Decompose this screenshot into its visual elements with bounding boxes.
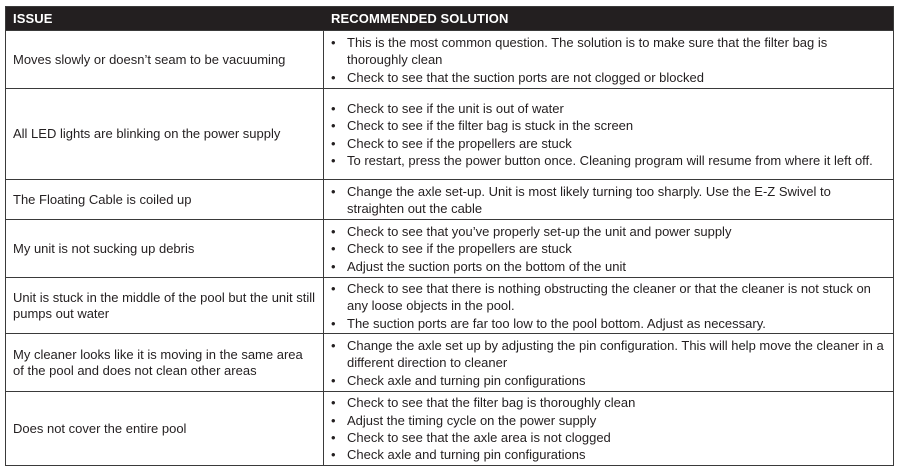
issue-cell: Moves slowly or doesn’t seam to be vacuuming bbox=[6, 31, 324, 88]
table-row bbox=[6, 277, 893, 333]
solution-list bbox=[331, 337, 885, 389]
solution-item: • Check to see if the propellers are stuck bbox=[331, 135, 885, 152]
solution-list bbox=[331, 394, 885, 463]
solution-item: • Adjust the suction ports on the bottom of the unit bbox=[331, 258, 885, 275]
solution-item: • Check axle and turning pin configurations bbox=[331, 446, 885, 463]
solution-list bbox=[331, 280, 885, 332]
table-header bbox=[6, 7, 893, 30]
table-row bbox=[6, 333, 893, 391]
issue-cell: My unit is not sucking up debris bbox=[6, 220, 324, 277]
solution-item: • Check to see if the filter bag is stuck in the screen bbox=[331, 117, 885, 134]
solution-item: • The suction ports are far too low to the pool bottom. Adjust as necessary. bbox=[331, 315, 885, 332]
solution-item: • Adjust the timing cycle on the power supply bbox=[331, 412, 885, 429]
solution-item: • Check to see that the filter bag is thoroughly clean bbox=[331, 394, 885, 411]
column-header-issue: ISSUE bbox=[13, 11, 53, 26]
issue-cell: My cleaner looks like it is moving in the same area of the pool and does not clean other areas bbox=[6, 334, 324, 391]
solution-item: • Check to see that you’ve properly set-up the unit and power supply bbox=[331, 223, 885, 240]
solution-list bbox=[331, 100, 885, 169]
solution-cell bbox=[324, 392, 893, 465]
solution-item: • Change the axle set up by adjusting the pin configuration. This will help move the cleaner in a different direction to cleaner bbox=[331, 337, 885, 372]
issue-cell: Does not cover the entire pool bbox=[6, 392, 324, 465]
solution-item: • Check to see that there is nothing obstructing the cleaner or that the cleaner is not stuck on any loose objects in the pool. bbox=[331, 280, 885, 315]
issue-cell: The Floating Cable is coiled up bbox=[6, 180, 324, 219]
issue-cell: Unit is stuck in the middle of the pool but the unit still pumps out water bbox=[6, 278, 324, 333]
column-header-solution: RECOMMENDED SOLUTION bbox=[331, 11, 509, 26]
solution-cell bbox=[324, 31, 893, 88]
issue-cell: All LED lights are blinking on the power supply bbox=[6, 89, 324, 179]
table-row bbox=[6, 179, 893, 219]
solution-item: • To restart, press the power button once. Cleaning program will resume from where it left off. bbox=[331, 152, 885, 169]
solution-item: • Change the axle set-up. Unit is most likely turning too sharply. Use the E-Z Swivel to straighten out the cable bbox=[331, 183, 885, 218]
solution-item: • Check to see if the unit is out of water bbox=[331, 100, 885, 117]
solution-item: • Check to see if the propellers are stuck bbox=[331, 240, 885, 257]
solution-item: • Check axle and turning pin configurations bbox=[331, 372, 885, 389]
table-row bbox=[6, 219, 893, 277]
solution-item: • This is the most common question. The solution is to make sure that the filter bag is thoroughly clean bbox=[331, 34, 885, 69]
solution-item: • Check to see that the axle area is not clogged bbox=[331, 429, 885, 446]
solution-cell bbox=[324, 220, 893, 277]
solution-item: • Check to see that the suction ports are not clogged or blocked bbox=[331, 69, 885, 86]
table-row bbox=[6, 391, 893, 465]
solution-list bbox=[331, 183, 885, 218]
solution-list bbox=[331, 223, 885, 275]
solution-cell bbox=[324, 89, 893, 179]
solution-list bbox=[331, 34, 885, 86]
table-row bbox=[6, 88, 893, 179]
troubleshooting-table bbox=[5, 6, 894, 466]
solution-cell bbox=[324, 278, 893, 333]
solution-cell bbox=[324, 334, 893, 391]
solution-cell bbox=[324, 180, 893, 219]
table-row bbox=[6, 30, 893, 88]
